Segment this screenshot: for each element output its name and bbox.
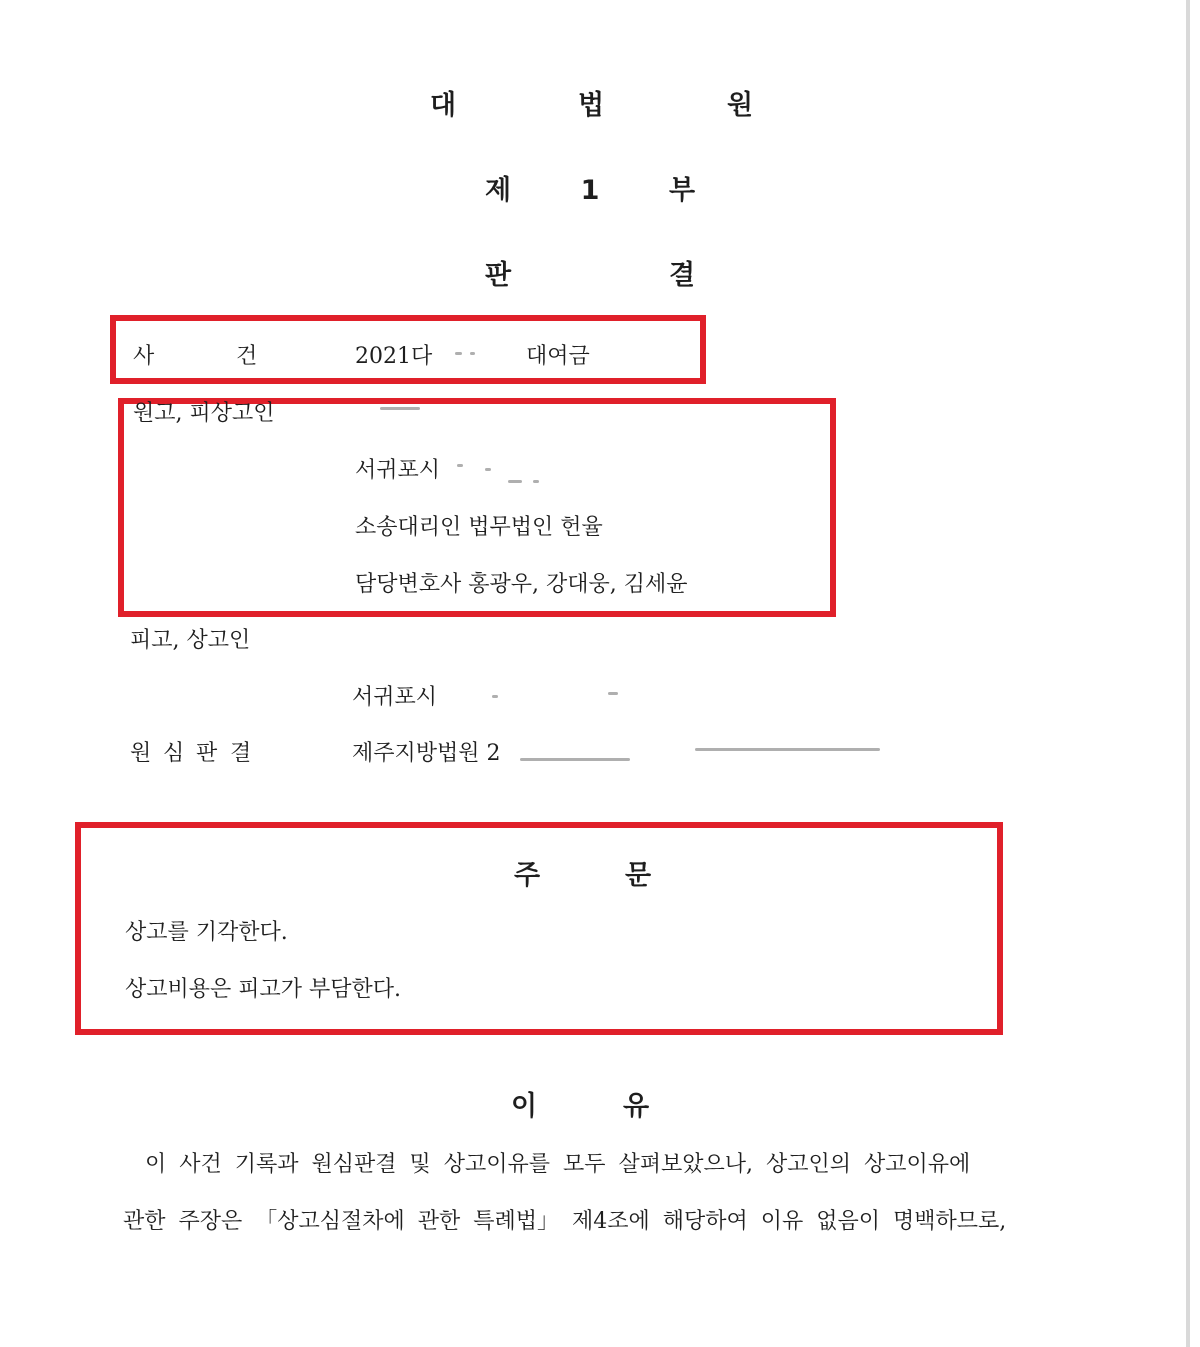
redaction-mark <box>508 480 522 483</box>
case-number: 2021다 <box>355 344 433 369</box>
case-name: 대여금 <box>526 344 590 369</box>
order-heading-char: 주 <box>513 860 541 891</box>
title-char: 법 <box>577 90 605 121</box>
redaction-mark <box>455 352 462 355</box>
redaction-mark <box>457 464 463 467</box>
division-char: 부 <box>668 175 696 206</box>
redaction-mark <box>608 692 618 695</box>
division-char: 제 <box>484 175 512 206</box>
defendant-address: 서귀포시 <box>352 685 438 710</box>
title-char: 원 <box>726 90 754 121</box>
redaction-mark <box>533 480 539 483</box>
division-char: 1 <box>580 175 600 206</box>
plaintiff-address: 서귀포시 <box>355 458 441 483</box>
order-line: 상고비용은 피고가 부담한다. <box>125 977 402 1002</box>
original-judgment-label-char: 결 <box>230 741 252 766</box>
original-judgment-label-char: 원 <box>130 741 152 766</box>
plaintiff-lawyers: 담당변호사 홍광우, 강대웅, 김세윤 <box>355 572 688 597</box>
reasons-heading-char: 유 <box>622 1091 650 1122</box>
redaction-mark <box>470 352 475 355</box>
case-label-char: 사 <box>133 344 155 369</box>
reasons-heading-char: 이 <box>510 1091 538 1122</box>
redaction-mark <box>695 748 880 751</box>
redaction-mark <box>492 695 498 698</box>
doc-type-char: 판 <box>484 260 512 291</box>
plaintiff-label: 원고, 피상고인 <box>133 401 275 426</box>
doc-type-char: 결 <box>668 260 696 291</box>
redaction-mark <box>380 407 420 410</box>
order-line: 상고를 기각한다. <box>125 920 288 945</box>
order-heading-char: 문 <box>624 860 652 891</box>
plaintiff-counsel: 소송대리인 법무법인 헌율 <box>355 515 603 540</box>
case-label-char: 건 <box>236 344 258 369</box>
redaction-mark <box>485 468 491 471</box>
defendant-label: 피고, 상고인 <box>130 628 251 653</box>
original-judgment-court: 제주지방법원 2 <box>352 741 501 766</box>
reasons-line: 이 사건 기록과 원심판결 및 상고이유를 모두 살펴보았으나, 상고인의 상고이유에 <box>145 1152 971 1177</box>
title-char: 대 <box>429 90 457 121</box>
original-judgment-label-char: 판 <box>196 741 218 766</box>
redaction-mark <box>520 758 630 761</box>
reasons-line: 관한 주장은 「상고심절차에 관한 특례법」 제4조에 해당하여 이유 없음이 명백하므로, <box>123 1209 1007 1234</box>
page-edge <box>1186 0 1190 1347</box>
original-judgment-label-char: 심 <box>163 741 185 766</box>
